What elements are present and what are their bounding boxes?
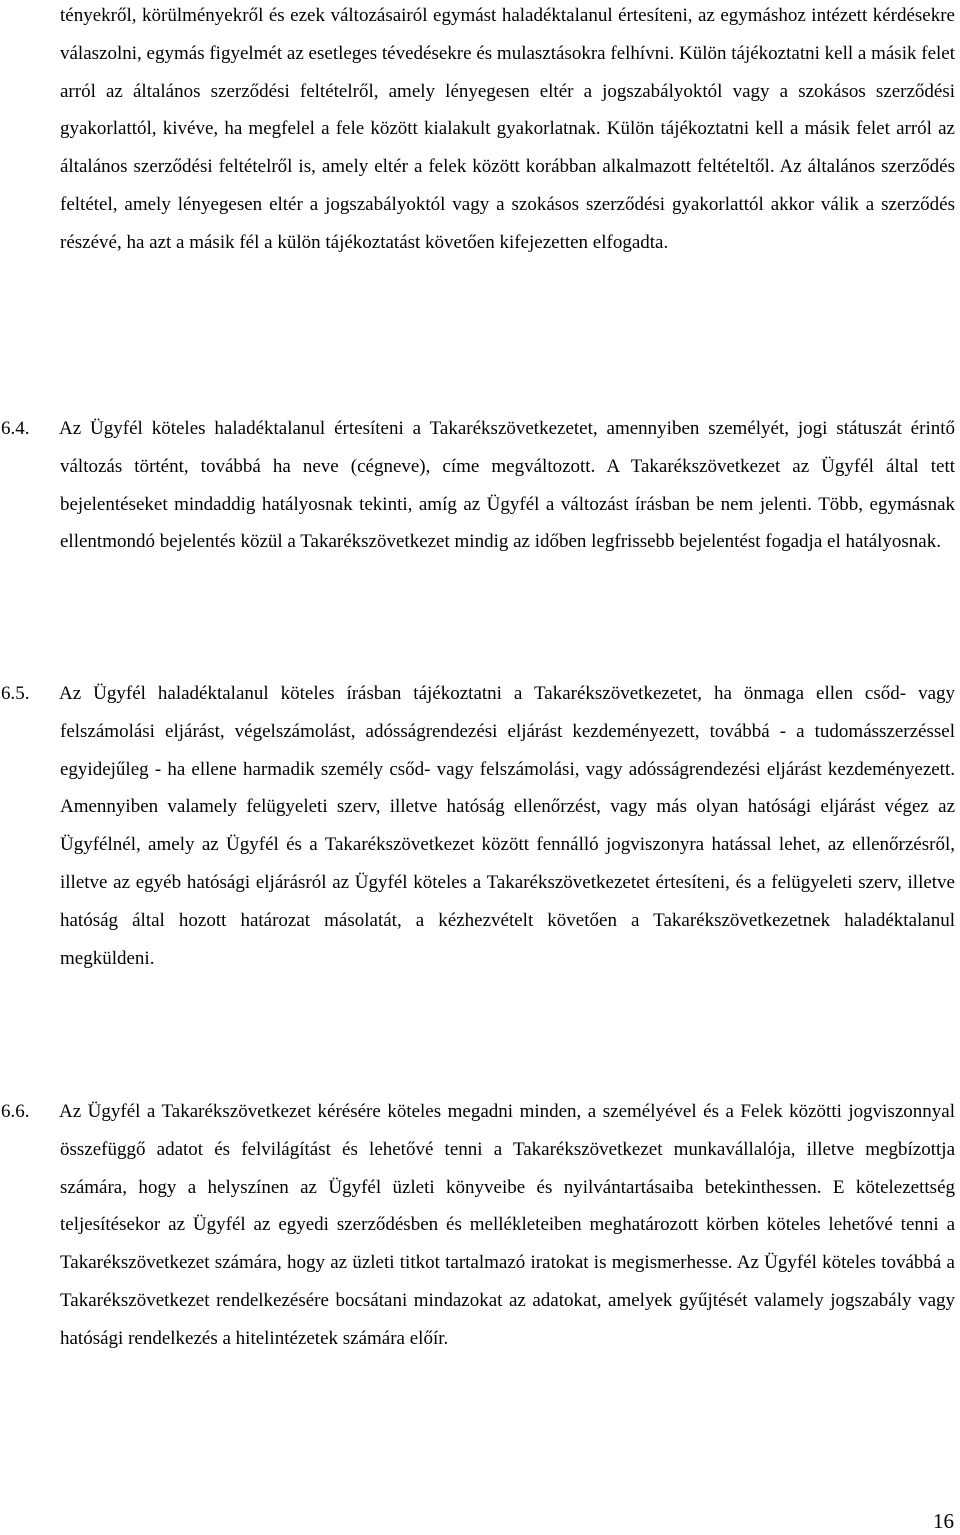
section-text: Az Ügyfél köteles haladéktalanul értesíteni a Takarékszövetkezetet, amennyiben személyét, jogi státuszát érintő változás történt, továbbá ha neve (cégneve), címe megváltozott. A Takarékszövetkezet az Ügyfél által tett bejelentéseket mindaddig hatályosnak tekinti, amíg az Ügyfél a változást írásban be nem jelenti. Több, egymásnak ellentmondó bejelentés közül a Takarékszövetkezet mindig az időben legfrissebb bejelentést fogadja el hatályosnak. bbox=[59, 418, 955, 553]
page-number: 16 bbox=[933, 1509, 954, 1533]
section-text: Az Ügyfél a Takarékszövetkezet kérésére köteles megadni minden, a személyével és a Felek közötti jogviszonnyal összefüggő adatot és felvilágítást és lehetővé tenni a Takarékszövetkezet munkavállalója, illetve megbízottja számára, hogy a helyszínen az Ügyfél üzleti könyveibe és nyilvántartásaiba betekinthessen. E kötelezettség teljesítésekor az Ügyfél az egyedi szerződésben és mellékleteiben meghatározott körben köteles lehetővé tenni a Takarékszövetkezet számára, hogy az üzleti titkot tartalmazó iratokat is megismerhesse. Az Ügyfél köteles továbbá a Takarékszövetkezet rendelkezésére bocsátani mindazokat az adatokat, amelyek gyűjtését valamely jogszabály vagy hatósági rendelkezés a hitelintézetek számára előír. bbox=[59, 1101, 955, 1349]
section-number: 6.6. bbox=[1, 1101, 30, 1122]
section-6-6-paragraph bbox=[1, 1093, 955, 1358]
section-number: 6.4. bbox=[1, 418, 30, 439]
section-6-5-paragraph bbox=[1, 675, 955, 977]
section-number: 6.5. bbox=[1, 683, 30, 704]
intro-paragraph-text: tényekről, körülményekről és ezek változásairól egymást haladéktalanul értesíteni, az egymáshoz intézett kérdésekre válaszolni, egymás figyelmét az esetleges tévedésekre és mulasztásokra felhívni. Külön tájékoztatni kell a másik felet arról az általános szerződési feltételről, amely lényegesen eltér a jogszabályoktól vagy a szokásos szerződési gyakorlattól, kivéve, ha megfelel a fele között kialakult gyakorlatnak. Külön tájékoztatni kell a másik felet arról az általános szerződési feltételről is, amely eltér a felek között korábban alkalmazott feltételtől. Az általános szerződés feltétel, amely lényegesen eltér a jogszabályoktól vagy a szokásos szerződési gyakorlattól akkor válik a szerződés részévé, ha azt a másik fél a külön tájékoztatást követően kifejezetten elfogadta. bbox=[60, 5, 955, 253]
intro-paragraph bbox=[60, 0, 955, 262]
section-text: Az Ügyfél haladéktalanul köteles írásban tájékoztatni a Takarékszövetkezetet, ha önmaga ellen csőd- vagy felszámolási eljárást, végelszámolást, adósságrendezési eljárást kezdeményezett, továbbá - a tudomásszerzéssel egyidejűleg - ha ellene harmadik személy csőd- vagy felszámolási, vagy adósságrendezési eljárást kezdeményezett. Amennyiben valamely felügyeleti szerv, illetve hatóság ellenőrzést, vagy más olyan hatósági eljárást végez az Ügyfélnél, amely az Ügyfél és a Takarékszövetkezet között fennálló jogviszonyra hatással lehet, az ellenőrzésről, illetve az egyéb hatósági eljárásról az Ügyfél köteles a Takarékszövetkezetet értesíteni, és a felügyeleti szerv, illetve hatóság által hozott határozat másolatát, a kézhezvételt követően a Takarékszövetkezetnek haladéktalanul megküldeni. bbox=[59, 683, 955, 969]
section-6-4-paragraph bbox=[1, 410, 955, 561]
